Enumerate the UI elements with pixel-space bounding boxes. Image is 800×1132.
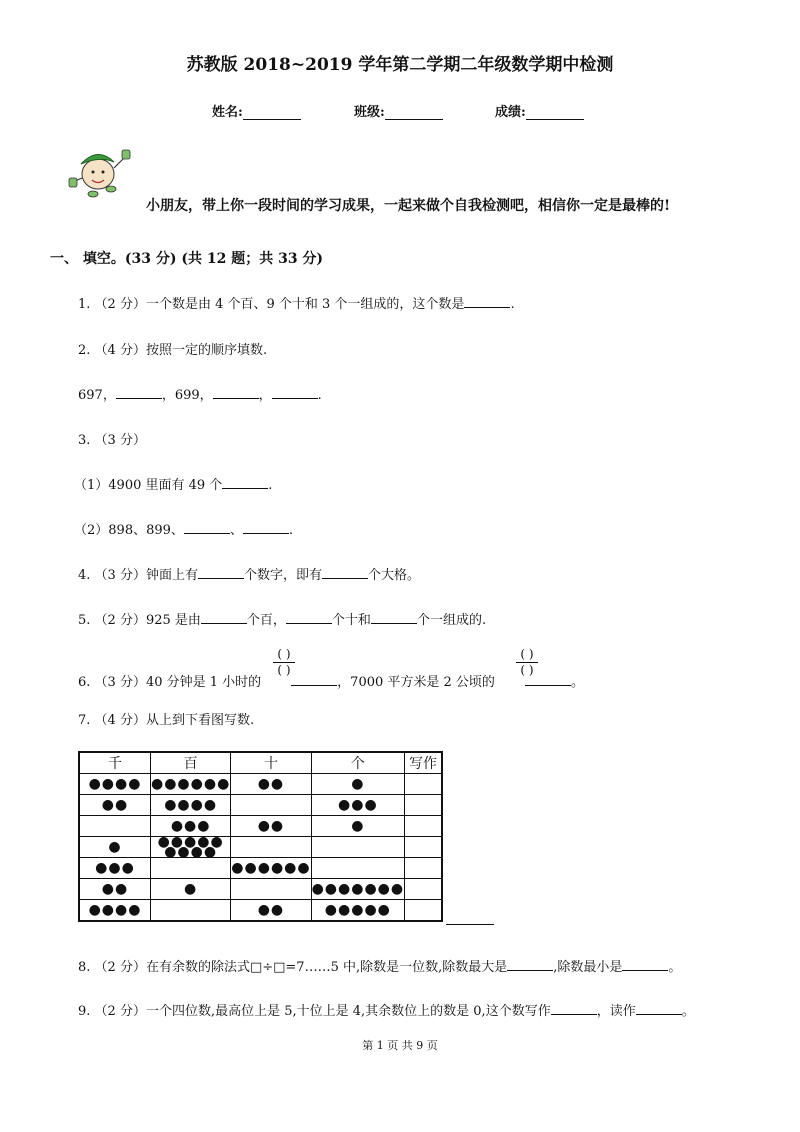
question-score: （2 分） <box>94 297 146 312</box>
place-value-table <box>78 751 443 922</box>
question-text: 一个数是由 4 个百、9 个十和 3 个一组成的，这个数是 <box>145 297 465 312</box>
question-4 <box>78 564 420 583</box>
sequence-separator: ， <box>258 388 272 403</box>
dot-cell <box>231 795 311 816</box>
dot-cell <box>151 900 231 922</box>
name-field <box>212 101 301 120</box>
punctuation: 。 <box>681 1004 695 1019</box>
question-1 <box>78 293 515 312</box>
answer-cell[interactable] <box>405 858 442 879</box>
score-label: 成绩: <box>495 105 526 120</box>
dot-cell: ●● <box>79 879 151 900</box>
table-row <box>79 816 442 837</box>
fraction-denominator: ( ) <box>277 663 291 677</box>
question-text: 在有余数的除法式□÷□=7……5 中,除数是一位数,除数最大是 <box>145 960 508 975</box>
question-score: （4 分） <box>94 343 146 358</box>
dot-cell <box>231 837 311 858</box>
dot-cell: ●●● <box>79 858 151 879</box>
dot-cell: ● <box>79 837 151 858</box>
sequence-middle: ，699， <box>161 388 213 403</box>
name-label: 姓名: <box>212 105 243 120</box>
question-text: 个大格。 <box>367 568 420 583</box>
question-3-part-2 <box>74 519 293 538</box>
question-score: （3 分） <box>94 675 146 690</box>
cartoon-kid-icon <box>68 142 134 200</box>
class-input-line[interactable] <box>385 107 443 120</box>
answer-blank[interactable] <box>291 673 337 686</box>
question-text: ,除数最小是 <box>553 960 623 975</box>
answer-cell[interactable] <box>405 774 442 795</box>
table-row <box>79 837 442 858</box>
column-header-tens: 十 <box>231 752 311 774</box>
question-score: （2 分） <box>94 960 146 975</box>
section-title: 一、 填空。(33 分) (共 12 题；共 33 分) <box>50 251 324 267</box>
dot-cell: ● <box>311 774 405 795</box>
question-score: （2 分） <box>94 1004 146 1019</box>
answer-cell[interactable] <box>405 816 442 837</box>
dot-cell <box>311 837 405 858</box>
question-score: （3 分） <box>94 568 146 583</box>
intro-text: 小朋友，带上你一段时间的学习成果，一起来做个自我检测吧，相信你一定是最棒的! <box>146 198 671 214</box>
dot-cell: ●● <box>231 900 311 922</box>
question-number: 5. <box>78 613 91 628</box>
table-row <box>79 858 442 879</box>
class-label: 班级: <box>354 105 385 120</box>
fraction-placeholder[interactable] <box>273 648 295 677</box>
dot-cell: ●●● <box>311 795 405 816</box>
question-score: （2 分） <box>94 613 146 628</box>
dot-cell: ●●● <box>151 816 231 837</box>
answer-blank[interactable] <box>222 476 268 489</box>
answer-blank[interactable] <box>322 566 368 579</box>
dot-cell: ● <box>311 816 405 837</box>
question-number: 2. <box>78 343 91 358</box>
answer-blank[interactable] <box>551 1002 597 1015</box>
answer-blank[interactable] <box>507 958 553 971</box>
question-8 <box>78 956 681 975</box>
question-text: 个数字，即有 <box>243 568 322 583</box>
dot-cell <box>311 858 405 879</box>
answer-blank[interactable] <box>198 566 244 579</box>
fraction-denominator: ( ) <box>520 663 534 677</box>
punctuation: . <box>317 388 322 403</box>
question-3-part-1 <box>74 474 272 493</box>
answer-cell[interactable] <box>405 879 442 900</box>
answer-blank[interactable] <box>636 1002 682 1015</box>
fraction-numerator: ( ) <box>277 647 291 661</box>
dot-cell: ●● <box>231 816 311 837</box>
answer-blank[interactable] <box>622 958 668 971</box>
answer-blank[interactable] <box>201 611 247 624</box>
separator: 、 <box>229 523 243 538</box>
dot-cell: ●●●● <box>151 795 231 816</box>
dot-cell <box>79 816 151 837</box>
table-row <box>79 879 442 900</box>
answer-blank[interactable] <box>243 521 289 534</box>
class-field <box>354 101 443 120</box>
question-text: 一个四位数,最高位上是 5,十位上是 4,其余数位上的数是 0,这个数写作 <box>145 1004 551 1019</box>
question-text: 925 是由 <box>145 613 201 628</box>
question-text: 个百， <box>246 613 286 628</box>
table-row <box>79 900 442 922</box>
fraction-placeholder[interactable] <box>516 648 538 677</box>
question-2 <box>78 339 267 358</box>
answer-blank[interactable] <box>286 611 332 624</box>
punctuation: 。 <box>668 960 682 975</box>
question-3 <box>78 429 146 448</box>
question-text: ，7000 平方米是 2 公顷的 <box>337 675 495 690</box>
column-header-thousands: 千 <box>79 752 151 774</box>
question-number: 1. <box>78 297 91 312</box>
column-header-hundreds: 百 <box>151 752 231 774</box>
dot-cell: ● <box>151 879 231 900</box>
dot-cell: ●●●● <box>79 900 151 922</box>
answer-blank[interactable] <box>116 386 162 399</box>
answer-cell[interactable] <box>405 900 442 922</box>
question-text: 钟面上有 <box>145 568 198 583</box>
table-row <box>79 795 442 816</box>
answer-blank[interactable] <box>371 611 417 624</box>
question-number: 6. <box>78 675 91 690</box>
question-9 <box>78 1000 695 1019</box>
dot-cell: ●●●●●● <box>231 858 311 879</box>
question-text: 个一组成的. <box>416 613 487 628</box>
question-text: 40 分钟是 1 小时的 <box>145 675 262 690</box>
question-text: 按照一定的顺序填数. <box>145 343 268 358</box>
question-7 <box>78 709 254 728</box>
answer-blank[interactable] <box>213 386 259 399</box>
question-6 <box>78 671 584 690</box>
question-score: （3 分） <box>94 433 146 448</box>
punctuation: . <box>268 478 273 493</box>
punctuation: . <box>510 297 515 312</box>
question-number: 8. <box>78 960 91 975</box>
sub-question-text: （2）898、899、 <box>74 523 184 538</box>
score-field <box>495 101 584 120</box>
answer-blank[interactable] <box>446 924 494 925</box>
dot-cell: ●●●●●● <box>151 774 231 795</box>
question-number: 9. <box>78 1004 91 1019</box>
column-header-write: 写作 <box>405 752 442 774</box>
dot-cell: ●● <box>79 795 151 816</box>
answer-blank[interactable] <box>272 386 318 399</box>
table-header-row <box>79 752 442 774</box>
page-footer: 第 1 页 共 9 页 <box>362 1039 438 1052</box>
question-number: 3. <box>78 433 91 448</box>
punctuation: . <box>288 523 294 538</box>
dot-cell: ●●●●●●● <box>311 879 405 900</box>
table-row <box>79 774 442 795</box>
column-header-ones: 个 <box>311 752 405 774</box>
question-text: 从上到下看图写数. <box>145 713 255 728</box>
sub-question-text: （1）4900 里面有 49 个 <box>74 478 223 493</box>
question-number: 7. <box>78 713 91 728</box>
answer-blank[interactable] <box>184 521 230 534</box>
dot-cell: ●● <box>231 774 311 795</box>
answer-cell[interactable] <box>405 837 442 858</box>
dot-cell: ●●●●● <box>311 900 405 922</box>
question-5 <box>78 609 486 628</box>
name-input-line[interactable] <box>243 107 301 120</box>
dot-cell: ●●●● <box>79 774 151 795</box>
question-number: 4. <box>78 568 91 583</box>
dot-cell <box>151 858 231 879</box>
page-title: 苏教版 2018~2019 学年第二学期二年级数学期中检测 <box>186 55 614 75</box>
answer-cell[interactable] <box>405 795 442 816</box>
dot-cell <box>231 879 311 900</box>
answer-blank[interactable] <box>464 295 510 308</box>
question-text: 个十和 <box>331 613 371 628</box>
punctuation: 。 <box>570 675 584 690</box>
fraction-numerator: ( ) <box>520 647 534 661</box>
score-input-line[interactable] <box>526 107 584 120</box>
sequence-line <box>78 384 322 403</box>
question-text: ，读作 <box>596 1004 636 1019</box>
sequence-start: 697， <box>78 388 116 403</box>
dot-cell: ●●●●● ●●●● <box>151 837 231 858</box>
question-score: （4 分） <box>94 713 146 728</box>
